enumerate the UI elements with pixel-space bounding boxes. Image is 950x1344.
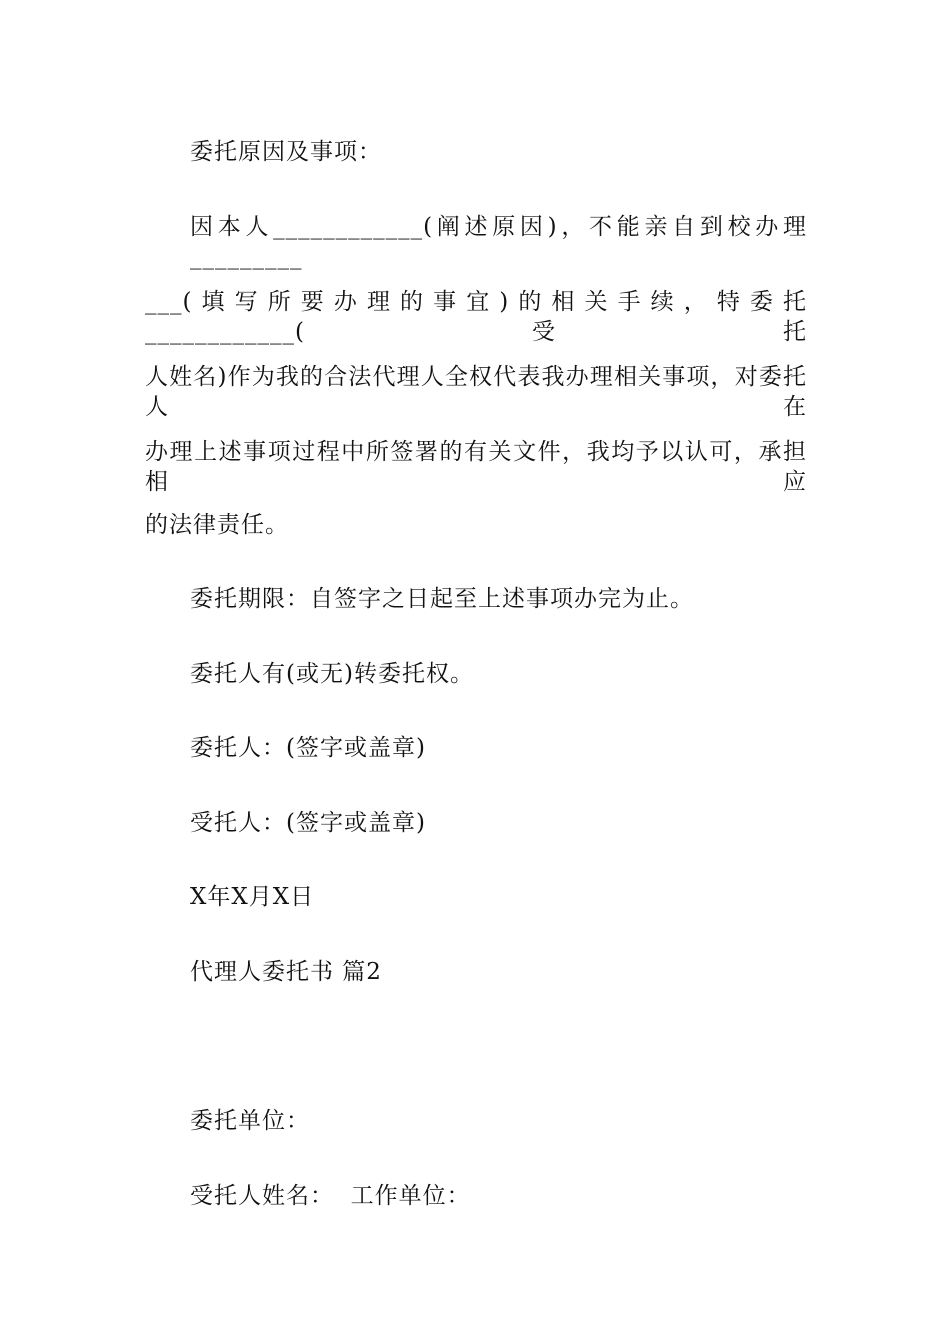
entrusting-unit-line: 委托单位：: [190, 1108, 310, 1134]
principal-signature-line: 委托人：(签字或盖章): [190, 735, 426, 761]
agent-name-work-unit-line: 受托人姓名： 工作单位：: [190, 1183, 471, 1209]
section-heading-reason: 委托原因及事项：: [190, 139, 382, 165]
paragraph-line-5: 的法律责任。: [145, 512, 289, 538]
date-line: X年X月X日: [190, 884, 315, 910]
sub-delegation-line: 委托人有(或无)转委托权。: [190, 661, 474, 687]
agent-signature-line: 受托人：(签字或盖章): [190, 810, 426, 836]
paragraph-line-4: 办理上述事项过程中所签署的有关文件，我均予以认可，承担相应: [145, 439, 807, 495]
paragraph-line-1: 因本人____________(阐述原因)，不能亲自到校办理_________: [190, 214, 807, 270]
section-title-part-2: 代理人委托书 篇2: [190, 959, 382, 985]
term-line: 委托期限：自签字之日起至上述事项办完为止。: [190, 586, 694, 612]
paragraph-line-2: ___(填写所要办理的事宜)的相关手续，特委托____________(受托: [145, 289, 807, 345]
paragraph-line-3: 人姓名)作为我的合法代理人全权代表我办理相关事项，对委托人在: [145, 364, 807, 420]
